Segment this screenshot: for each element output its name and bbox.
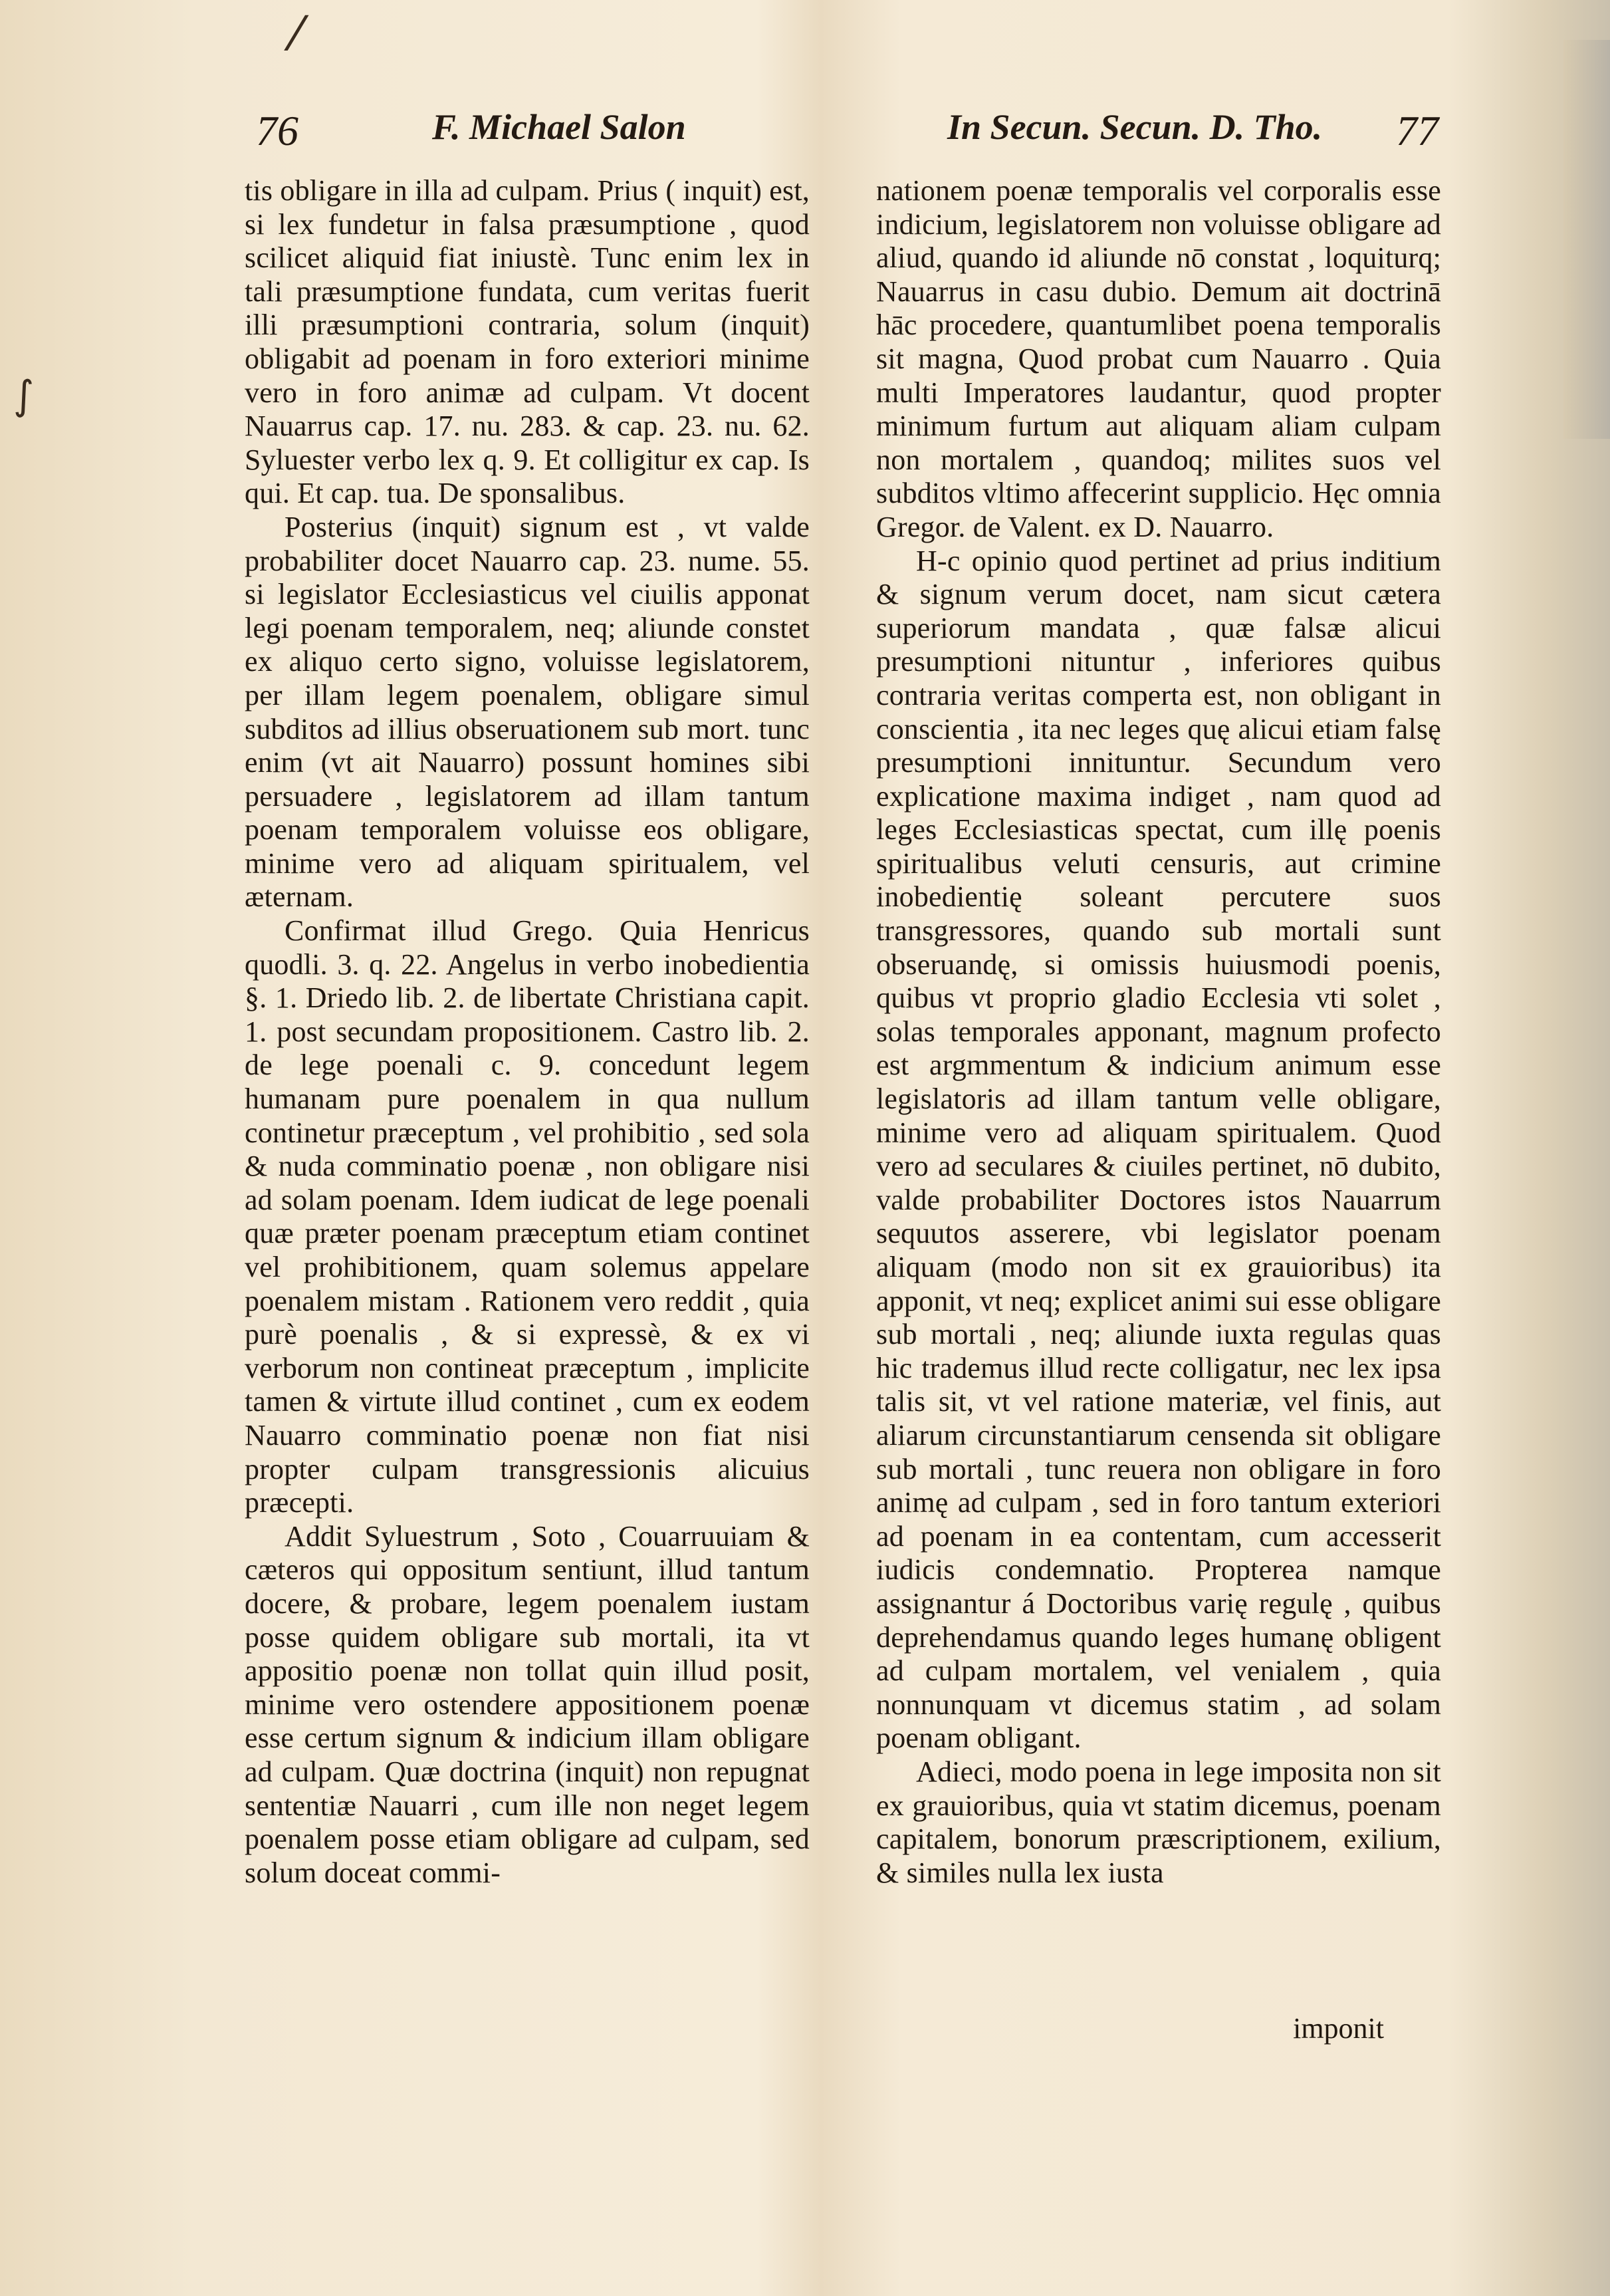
paragraph: nationem poenæ temporalis vel corporalis esse indicium, legislatorem non voluisse obligare ad aliud, quando id aliunde nō constat , loquiturq; Nauarrus in casu dubio. Demum ait doctrinā hāc procedere, quantumlibet poena temporalis sit magna, Quod probat cum Nauarro . Quia multi Imperatores laudantur, quod propter minimum furtum aut aliquam aliam culpam non mortalem , quandoq; milites suos vel subditos vltimo affecerint supplicio. Hęc omnia Gregor. de Valent. ex D. Nauarro. <box>876 174 1441 543</box>
catchword: imponit <box>1293 2012 1384 2045</box>
paragraph: H-c opinio quod pertinet ad prius inditium & signum verum docet, nam sicut cætera superiorum mandata , quæ falsæ alicui presumptioni nituntur , inferiores quibus contraria veritas comperta est, non obligant in conscientia , ita nec leges quę alicui etiam falsę presumptioni innituntur. Secundum vero explicatione maxima indiget , nam quod ad leges Ecclesiasticas spectat, cum illę poenis spiritualibus veluti censuris, aut crimine inobedientię soleant percutere suos transgressores, quando sub mortali sunt obseruandę, si omissis huiusmodi poenis, quibus vt proprio gladio Ecclesia vti solet , solas temporales apponant, magnum profecto est argmmentum & indicium animum esse legislatoris ad illam tantum velle obligare, minime vero ad aliquam spiritualem. Quod vero ad seculares & ciuiles pertinet, nō dubito, valde probabiliter Doctores istos Nauarrum sequutos asserere, vbi legislator poenam aliquam (modo non sit ex grauioribus) ita apponit, vt neq; explicet animi sui esse obligare sub mortali , neq; aliunde iuxta regulas quas hic trademus illud recte colligatur, nec lex ipsa talis sit, vt vel ratione materiæ, vel finis, aut aliarum circunstantiarum censenda sit obligare sub mortali , tunc reuera non obligare in foro animę ad culpam , sed in foro tantum exteriori ad poenam in ea contentam, cum accesserit iudicis condemnatio. Propterea namque assignantur á Doctoribus varię regulę , quibus deprehendamus quando leges humanę obligent ad culpam mortalem, vel venialem , quia nonnunquam vt dicemus statim , ad solam poenam obligant. <box>876 544 1441 1755</box>
left-page-text <box>245 174 810 1890</box>
ink-mark: ∫ <box>13 372 35 419</box>
paragraph: Confirmat illud Grego. Quia Henricus quodli. 3. q. 22. Angelus in verbo inobedientia §. 1. Driedo lib. 2. de libertate Christiana capit. 1. post secundam propositionem. Castro lib. 2. de lege poenali c. 9. concedunt legem humanam pure poenalem in qua nullum continetur præceptum , vel prohibitio , sed sola & nuda comminatio poenæ , non obligare nisi ad solam poenam. Idem iudicat de lege poenali quæ præter poenam præceptum etiam continet vel prohibitionem, quam solemus appelare poenalem mistam . Rationem vero reddit , quia purè poenalis , & si expressè, & ex vi verborum non contineat præceptum , implicite tamen & virtute illud continet , cum ex eodem Nauarro comminatio poenæ non fiat nisi propter culpam transgressionis alicuius præcepti. <box>245 914 810 1519</box>
left-page-number: 76 <box>256 107 298 154</box>
right-running-head: In Secun. Secun. D. Tho. <box>947 107 1323 147</box>
paragraph: Posterius (inquit) signum est , vt valde probabiliter docet Nauarro cap. 23. nume. 55. si legislator Ecclesiasticus vel ciuilis apponat legi poenam temporalem, neq; aliunde constet ex aliquo certo signo, voluisse legislatorem, per illam legem poenalem, obligare simul subditos ad illius obseruationem sub mort. tunc enim (vt ait Nauarro) possunt homines sibi persuadere , legislatorem ad illam tantum poenam temporalem voluisse eos obligare, minime vero ad aliquam spiritualem, vel æternam. <box>245 510 810 914</box>
paragraph: Addit Syluestrum , Soto , Couarruuiam & cæteros qui oppositum sentiunt, illud tantum docere, & probare, legem poenalem iustam posse quidem obligare sub mortali, ita vt appositio poenæ non tollat quin illud posit, minime vero ostendere appositionem poenæ esse certum signum & indicium illam obligare ad culpam. Quæ doctrina (inquit) non repugnat sententiæ Nauarri , cum ille non neget legem poenalem posse etiam obligare ad culpam, sed solum doceat commi- <box>245 1519 810 1889</box>
right-page-text <box>876 174 1441 1890</box>
paragraph: tis obligare in illa ad culpam. Prius ( inquit) est, si lex fundetur in falsa præsumptione , quod scilicet aliquid fiat iniustè. Tunc enim lex in tali præsumptione fundata, cum veritas fuerit illi præsumptioni contraria, solum (inquit) obligabit ad poenam in foro exteriori minime vero in foro animæ ad culpam. Vt docent Nauarrus cap. 17. nu. 283. & cap. 23. nu. 62. Syluester verbo lex q. 9. Et colligitur ex cap. Is qui. Et cap. tua. De sponsalibus. <box>245 174 810 510</box>
paragraph: Adieci, modo poena in lege imposita non sit ex grauioribus, quia vt statim dicemus, poenam capitalem, bonorum præscriptionem, exilium, & similes nulla lex iusta <box>876 1755 1441 1889</box>
left-running-head: F. Michael Salon <box>432 107 686 147</box>
ink-mark: ⁄ <box>292 7 300 61</box>
right-page-number: 77 <box>1396 107 1438 154</box>
adjacent-page-edge <box>1563 40 1610 439</box>
